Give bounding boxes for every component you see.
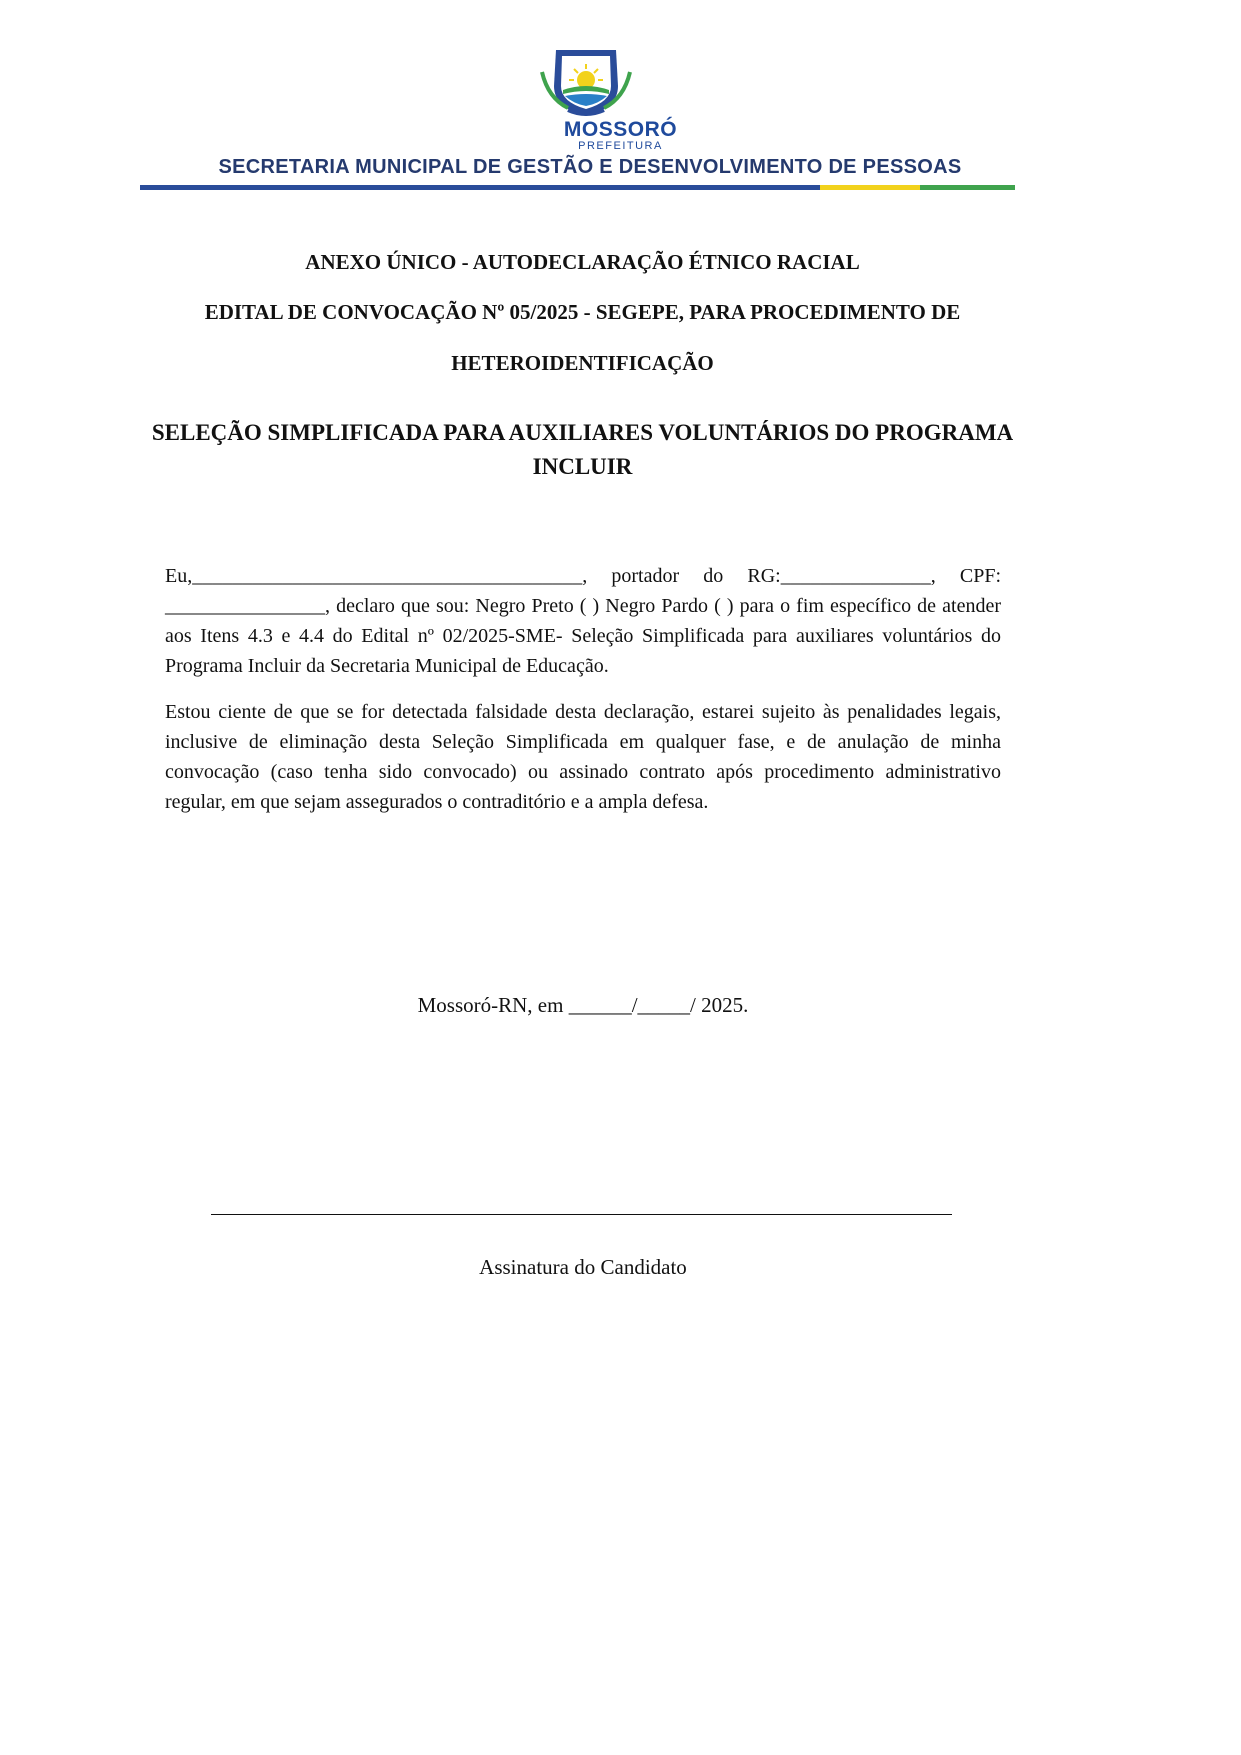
header-bar-green <box>920 185 1015 190</box>
prefeitura-crest-logo <box>538 46 634 118</box>
header-bar-yellow <box>820 185 920 190</box>
signature-label: Assinatura do Candidato <box>479 1255 687 1279</box>
brand-subtitle: PREFEITURA <box>578 140 663 152</box>
selection-title: SELEÇÃO SIMPLIFICADA PARA AUXILIARES VOLUNTÁRIOS DO PROGRAMA INCLUIR <box>151 420 1014 479</box>
edital-title: EDITAL DE CONVOCAÇÃO Nº 05/2025 - SEGEPE, PARA PROCEDIMENTO DE <box>204 300 961 324</box>
document-title: ANEXO ÚNICO - AUTODECLARAÇÃO ÉTNICO RACIAL <box>305 250 860 274</box>
secretaria-title: SECRETARIA MUNICIPAL DE GESTÃO E DESENVOLVIMENTO DE PESSOAS <box>218 156 962 178</box>
header-bar-blue <box>140 185 820 190</box>
brand-name: MOSSORÓ <box>563 118 678 141</box>
liability-paragraph: Estou ciente de que se for detectada falsidade desta declaração, estarei sujeito às penalidades legais, inclusive de eliminação desta Seleção Simplificada em qualquer fase, e de anulação de minha convocação (caso tenha sido convocado) ou assinado contrato após procedimento administrativo regular, em que sejam assegurados o contraditório e a ampla defesa. <box>165 701 1001 813</box>
declaration-paragraph: Eu,_______________________________________, portador do RG:_______________, CPF: ________________, declaro que sou: Negro Preto ( ) Negro Pardo ( ) para o fim específico de atender aos Itens 4.3 e 4.4 do Edital nº 02/2025-SME- Seleção Simplificada para auxiliares voluntários do Programa Incluir da Secretaria Municipal de Educação. <box>165 565 1001 677</box>
date-line: Mossoró-RN, em ______/_____/ 2025. <box>417 993 749 1017</box>
signature-line <box>211 1214 952 1215</box>
edital-title-continued: HETEROIDENTIFICAÇÃO <box>451 351 714 375</box>
